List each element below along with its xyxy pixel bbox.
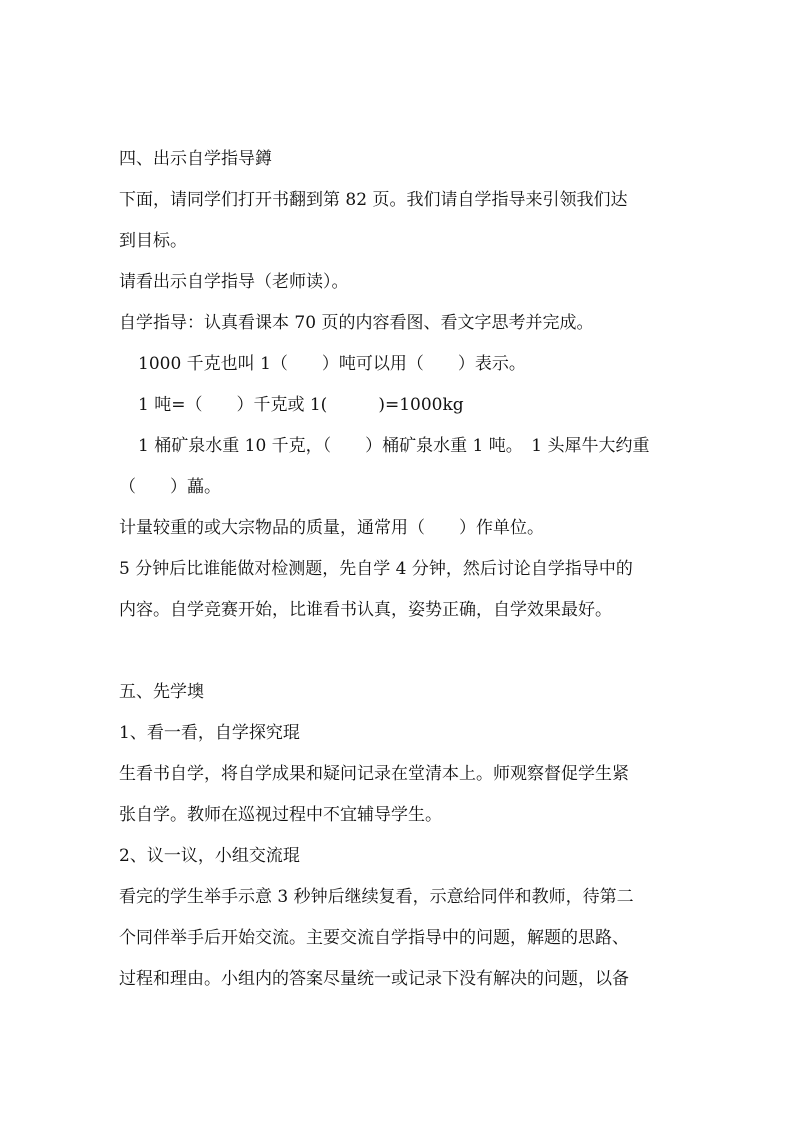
read-note: 请看出示自学指导（老师读）。 (119, 272, 349, 292)
test-line-1: 5 分钟后比谁能做对检测题，先自学 4 分钟，然后讨论自学指导中的 (119, 559, 633, 579)
intro-line-2: 到目标。 (119, 231, 187, 251)
test-line-2: 内容。自学竞赛开始，比谁看书认真，姿势正确，自学效果最好。 (119, 600, 612, 620)
section-5-heading: 五、先学墺 (119, 682, 204, 702)
question-2: 1 吨=（ ）千克或 1( )=1000kg (138, 395, 464, 415)
question-1: 1000 千克也叫 1（ ）吨可以用（ ）表示。 (138, 354, 526, 374)
section-4-heading: 四、出示自学指导鐏 (119, 149, 272, 169)
guide-line: 自学指导：认真看课本 70 页的内容看图、看文字思考并完成。 (119, 313, 594, 333)
step-1-title: 1、看一看，自学探究琨 (119, 723, 300, 743)
question-4: 计量较重的或大宗物品的质量，通常用（ ）作单位。 (119, 518, 544, 538)
intro-line-1: 下面，请同学们打开书翻到第 82 页。我们请自学指导来引领我们达 (119, 190, 628, 210)
step-2-title: 2、议一议，小组交流琨 (119, 846, 300, 866)
step-2-line-2: 个同伴举手后开始交流。主要交流自学指导中的问题，解题的思路、 (119, 928, 629, 948)
step-2-line-1: 看完的学生举手示意 3 秒钟后继续复看，示意给同伴和教师，待第二 (119, 887, 634, 907)
question-3-line-2: （ ）藟。 (119, 477, 221, 497)
step-1-line-2: 张自学。教师在巡视过程中不宜辅导学生。 (119, 805, 442, 825)
step-1-line-1: 生看书自学，将自学成果和疑问记录在堂清本上。师观察督促学生紧 (119, 764, 629, 784)
step-2-line-3: 过程和理由。小组内的答案尽量统一或记录下没有解决的问题，以备 (119, 969, 629, 989)
question-3-line-1: 1 桶矿泉水重 10 千克，（ ）桶矿泉水重 1 吨。 1 头犀牛大约重 (138, 436, 650, 456)
